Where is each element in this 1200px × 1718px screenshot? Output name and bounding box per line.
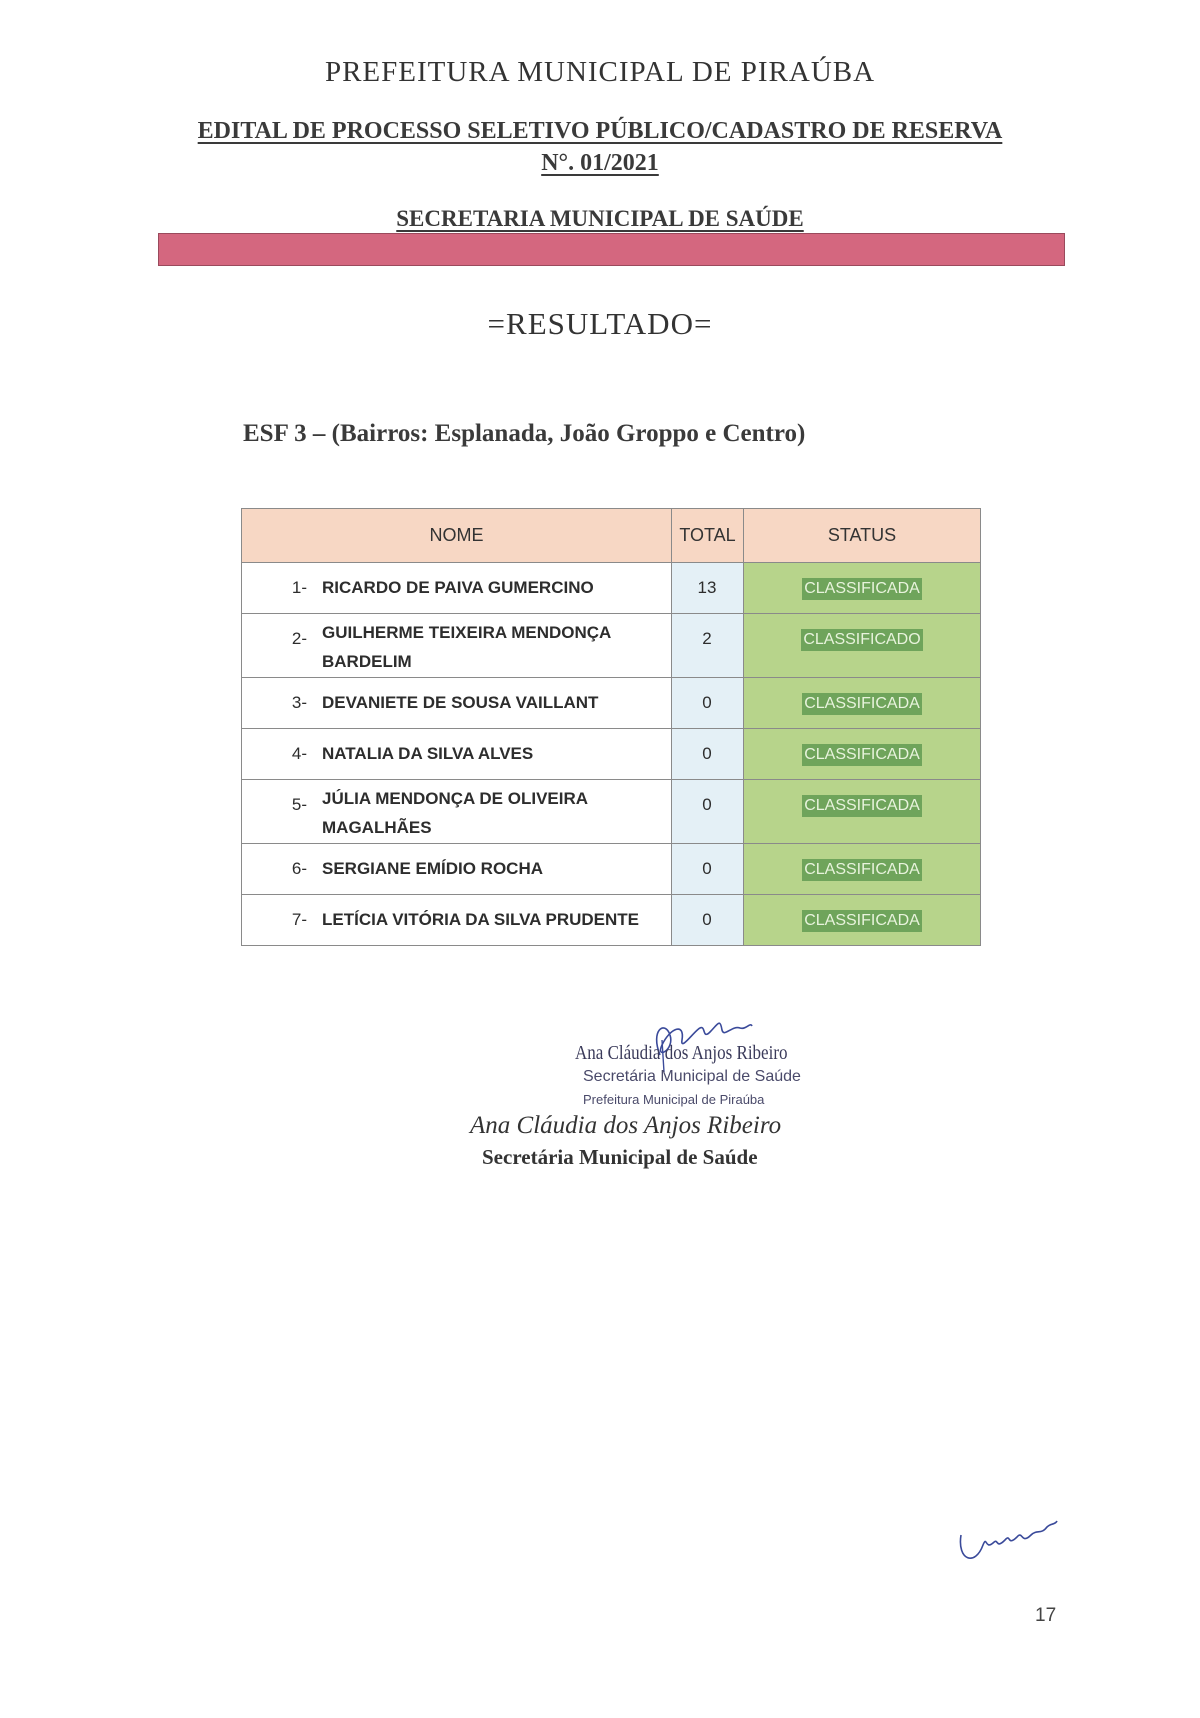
candidate-status-cell xyxy=(744,895,981,946)
status-badge: CLASSIFICADA xyxy=(802,693,922,715)
row-index: 4- xyxy=(242,729,322,780)
table-row xyxy=(242,678,981,729)
candidate-status-cell xyxy=(744,780,981,844)
table-row xyxy=(242,614,981,678)
signatory-name: Ana Cláudia dos Anjos Ribeiro xyxy=(470,1112,782,1139)
candidate-name: NATALIA DA SILVA ALVES xyxy=(321,729,672,780)
table-row xyxy=(242,895,981,946)
status-badge: CLASSIFICADA xyxy=(802,859,922,881)
candidate-total: 0 xyxy=(672,844,744,895)
candidate-name: RICARDO DE PAIVA GUMERCINO xyxy=(321,563,672,614)
page-title: PREFEITURA MUNICIPAL DE PIRAÚBA xyxy=(324,56,876,88)
candidate-status-cell xyxy=(744,729,981,780)
status-badge: CLASSIFICADA xyxy=(802,910,922,932)
candidate-name: DEVANIETE DE SOUSA VAILLANT xyxy=(321,678,672,729)
candidate-name: LETÍCIA VITÓRIA DA SILVA PRUDENTE xyxy=(321,895,672,946)
candidate-status-cell xyxy=(744,563,981,614)
column-header-nome: NOME xyxy=(242,509,672,563)
row-index: 5- xyxy=(242,780,322,844)
candidate-total: 2 xyxy=(672,614,744,678)
candidate-name: SERGIANE EMÍDIO ROCHA xyxy=(321,844,672,895)
candidate-total: 0 xyxy=(672,729,744,780)
status-badge: CLASSIFICADA xyxy=(802,578,922,600)
status-badge: CLASSIFICADA xyxy=(802,744,922,766)
table-row xyxy=(242,729,981,780)
edital-number: N°. 01/2021 xyxy=(541,150,659,176)
table-header-row xyxy=(242,509,981,563)
table-row xyxy=(242,844,981,895)
stamp-org: Prefeitura Municipal de Piraúba xyxy=(583,1092,765,1107)
candidate-status-cell xyxy=(744,678,981,729)
table-row xyxy=(242,780,981,844)
results-table xyxy=(241,508,981,946)
candidate-name: JÚLIA MENDONÇA DE OLIVEIRA MAGALHÃES xyxy=(321,780,672,844)
candidate-total: 13 xyxy=(672,563,744,614)
row-index: 1- xyxy=(242,563,322,614)
row-index: 2- xyxy=(242,614,322,678)
table-row xyxy=(242,563,981,614)
column-header-status: STATUS xyxy=(744,509,981,563)
resultado-heading: =RESULTADO= xyxy=(487,306,713,341)
candidate-status-cell xyxy=(744,614,981,678)
candidate-total: 0 xyxy=(672,678,744,729)
stamp-role: Secretária Municipal de Saúde xyxy=(583,1068,801,1085)
decorative-band xyxy=(158,233,1065,266)
candidate-total: 0 xyxy=(672,895,744,946)
section-heading: ESF 3 – (Bairros: Esplanada, João Groppo e Centro) xyxy=(243,420,806,447)
stamp-name: Ana Cláudia dos Anjos Ribeiro xyxy=(575,1042,788,1064)
row-index: 3- xyxy=(242,678,322,729)
column-header-total: TOTAL xyxy=(672,509,744,563)
secretaria-heading: SECRETARIA MUNICIPAL DE SAÚDE xyxy=(396,206,804,231)
page-number: 17 xyxy=(1035,1605,1057,1626)
signatory-role: Secretária Municipal de Saúde xyxy=(482,1145,758,1169)
row-index: 6- xyxy=(242,844,322,895)
candidate-status-cell xyxy=(744,844,981,895)
initials-icon xyxy=(955,1505,1065,1575)
row-index: 7- xyxy=(242,895,322,946)
edital-title: EDITAL DE PROCESSO SELETIVO PÚBLICO/CADASTRO DE RESERVA xyxy=(197,118,1003,144)
status-badge: CLASSIFICADA xyxy=(802,795,922,817)
status-badge: CLASSIFICADO xyxy=(801,629,922,651)
candidate-total: 0 xyxy=(672,780,744,844)
candidate-name: GUILHERME TEIXEIRA MENDONÇA BARDELIM xyxy=(321,614,672,678)
